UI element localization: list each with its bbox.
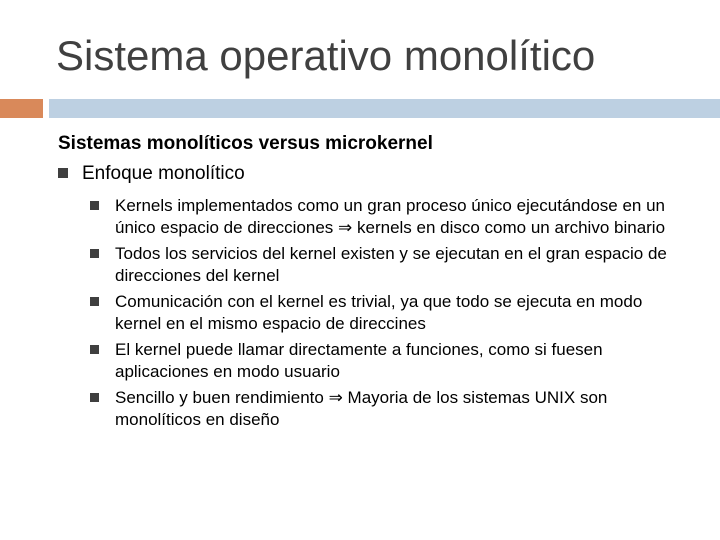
accent-bar-orange bbox=[0, 99, 43, 118]
sub-bullet-text: Kernels implementados como un gran proceso único ejecutándose en un único espacio de direcciones ⇒ kernels en disco como un archivo binario bbox=[115, 196, 666, 237]
slide-title: Sistema operativo monolítico bbox=[56, 32, 596, 79]
square-bullet-icon bbox=[90, 297, 99, 306]
sub-bullet-text: Sencillo y buen rendimiento ⇒ Mayoria de los sistemas UNIX son monolíticos en diseño bbox=[115, 388, 608, 429]
sub-bullet-item bbox=[90, 339, 690, 383]
square-bullet-icon bbox=[90, 249, 99, 258]
square-bullet-icon bbox=[58, 168, 68, 178]
square-bullet-icon bbox=[90, 393, 99, 402]
sub-bullet-text: Comunicación con el kernel es trivial, ya que todo se ejecuta en modo kernel en el mismo espacio de direccines bbox=[115, 292, 643, 333]
sub-bullet-item bbox=[90, 387, 690, 431]
accent-bar-blue bbox=[49, 99, 720, 118]
slide-subtitle: Sistemas monolíticos versus microkernel bbox=[58, 133, 433, 154]
sub-bullet-text: Todos los servicios del kernel existen y se ejecutan en el gran espacio de direcciones del kernel bbox=[115, 244, 667, 285]
sub-bullet-item bbox=[90, 243, 690, 287]
sub-bullet-item bbox=[90, 195, 690, 239]
square-bullet-icon bbox=[90, 345, 99, 354]
square-bullet-icon bbox=[90, 201, 99, 210]
bullet-item bbox=[58, 163, 245, 185]
sub-bullet-item bbox=[90, 291, 690, 335]
sub-bullet-list bbox=[90, 195, 690, 435]
sub-bullet-text: El kernel puede llamar directamente a funciones, como si fuesen aplicaciones en modo usuario bbox=[115, 340, 603, 381]
bullet-text: Enfoque monolítico bbox=[82, 163, 245, 184]
